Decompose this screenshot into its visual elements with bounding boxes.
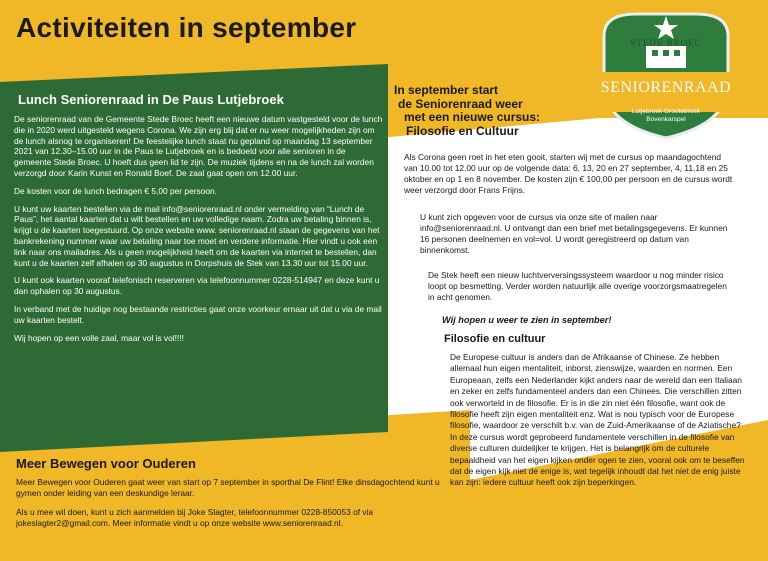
bewegen-paragraph: Als u mee wil doen, kunt u zich aanmelden bij Joke Slagter, telefoonnummer 0228-850053 of via jokeslagter2@gmail.com. Meer informatie vindt u op onze website www.seniorenraad.nl. bbox=[16, 507, 374, 528]
bewegen-heading: Meer Bewegen voor Ouderen bbox=[16, 456, 196, 471]
logo-name: SENIORENRAAD bbox=[600, 79, 732, 96]
cursus-heading bbox=[394, 84, 574, 138]
cursus-heading-line: Filosofie en Cultuur bbox=[406, 123, 519, 138]
cursus-paragraph: De Stek heeft een nieuw luchtverversingssysteem waardoor u nog minder risico loopt op besmetting. Verder worden natuurlijk alle overige voorzorgsmaatregelen in acht genomen. bbox=[428, 270, 727, 302]
cursus-heading-line: de Seniorenraad weer bbox=[398, 96, 523, 111]
page-title: Activiteiten in september bbox=[16, 12, 357, 43]
cursus-paragraph: Als Corona geen roet in het eten gooit, starten wij met de cursus op maandagochtend van 10.00 tot 12.00 uur op de volgende data: 6, 13, 20 en 27 september, 4, 11,18 en 25 oktober en op 1 en 8 november. De kosten zijn € 100,00 per persoon en de cursus wordt weer verzorgd door Frans Frijns. bbox=[404, 152, 733, 195]
lunch-section bbox=[14, 92, 384, 350]
cursus-heading-line: In september start bbox=[394, 83, 499, 97]
lunch-paragraph: De seniorenraad van de Gemeente Stede Broec heeft een nieuwe datum vastgesteld voor de lunch die in 2020 werd uitgesteld wegens Corona. We zijn erg blij dat er nu weer mogelijkheden zijn om de lunch alsnog te organiseren! De feestelijke lunch staat nu gepland op maandag 13 september 2021 van 12.30–15.00 uur in de Paus te Lutjebroek en is bedoeld voor alle senioren in de gemeente Stede Broec. U hoeft dus geen lid te zijn. De muziek tijdens en na de lunch zal worden verzorgd door Karin Kunst en Ronald Boef. De zaal gaat open om 12.00 uur. bbox=[14, 114, 383, 178]
filosofie-heading: Filosofie en cultuur bbox=[444, 333, 546, 345]
lunch-paragraph: Wij hopen op een volle zaal, maar vol is vol!!!! bbox=[14, 332, 184, 343]
lunch-paragraph: U kunt uw kaarten bestellen via de mail info@seniorenraad.nl onder vermelding van “Lunch de Paus”, het aantal kaarten dat u wilt bestellen en uw volledige naam. Zodra uw betaling binnen is, krijgt u de kaarten toegestuurd. Op onze website www. seniorenraad.nl staan de gegevens van het bankrekening nummer waar uw betaling naar toe moet en verdere informatie. Hier vindt u ook een link naar ons mailadres. Als u geen mogelijkheid heeft om de kaarten via internet te bestellen, dan kunt u de kaarten zelf afhalen op 30 augustus in Dorpshuis de Stek van 13.30 uur tot 15.00 uur. bbox=[14, 203, 380, 268]
lunch-heading: Lunch Seniorenraad in De Paus Lutjebroek bbox=[18, 92, 284, 107]
filosofie-paragraph: De Europese cultuur is anders dan de Afrikaanse of Chinese. Ze hebben allemaal hun eigen mentaliteit, inborst, zienswijze, waarden en normen. Een Europeaan, zelfs een Nederlander kijkt anders naar de wereld dan een Italiaan en zeker en zelfs fundamenteel anders dan een Chinees. Die verschillen zitten ook verworteld in de filosofie. Er is in die zin niet één filosofie, want ook de filosofie heeft zijn eigen mentaliteit enz. Wat is nou typisch voor de Europese filosofie, waardoor ze verschilt b.v. van de Zuid-Amerikaanse of de Aziatische? In deze cursus wordt geprobeerd fundamentele verschillen in de filosofie van diverse culturen duidelijker te krijgen. Het is belangrijk om de culturele bepaaldheid van het eigen kijken onder ogen te zien, vooral ook om te beseffen dat de eigen kijk niet de enige is, wat tegelijk inhoudt dat het niet de enig juiste kan zijn: iedere cultuur heeft ook zijn beperkingen. bbox=[450, 352, 745, 488]
cursus-heading-line: met een nieuwe cursus: bbox=[404, 110, 541, 124]
bewegen-paragraph: Meer Bewegen voor Ouderen gaat weer van start op 7 september in sporthal De Flint! Elke dinsdagochtend kunt u gymen onder leiding van een deskundige leraar. bbox=[16, 477, 440, 498]
seniorenraad-logo bbox=[586, 6, 746, 142]
logo-towns-2: Bovenkarspel bbox=[646, 116, 686, 123]
lunch-paragraph: In verband met de huidige nog bestaande restricties gaat onze voorkeur ernaar uit dat u via de mail uw kaarten bestelt. bbox=[14, 303, 382, 325]
logo-org: STEDE BROEC bbox=[630, 38, 702, 48]
slogan: Wij hopen u weer te zien in september! bbox=[442, 315, 612, 325]
bewegen-section bbox=[16, 458, 446, 537]
cursus-paragraph: U kunt zich opgeven voor de cursus via onze site of mailen naar info@seniorenraad.nl. U ontvangt dan een brief met betalingsgegevens. Er kunnen 16 personen deelnemen en vol=vol. U wordt geregistreerd op datum van binnenkomst. bbox=[420, 212, 728, 255]
logo-towns-1: Lutjebroek Grootebroek bbox=[631, 108, 701, 115]
lunch-paragraph: U kunt ook kaarten vooraf telefonisch reserveren via telefoonnummer 0228-514947 en deze kunt u dan ophalen op 30 augustus. bbox=[14, 275, 380, 297]
lunch-paragraph: De kosten voor de lunch bedragen € 5,00 per persoon. bbox=[14, 185, 217, 196]
